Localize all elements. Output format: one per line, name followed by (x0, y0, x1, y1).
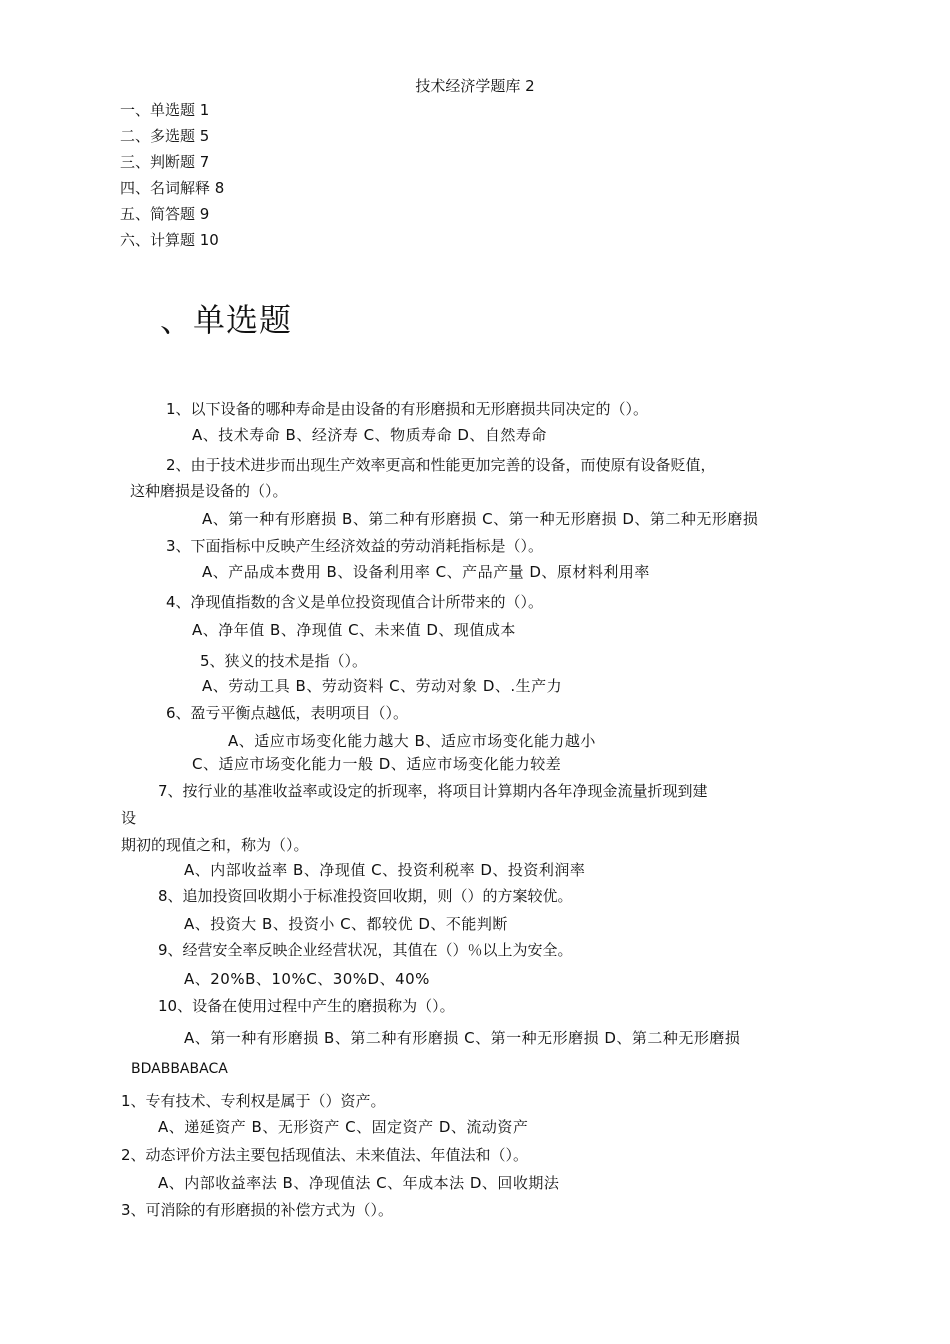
answer-key: BDABBABACA (131, 1061, 228, 1077)
question-line: 1、专有技术、专利权是属于（）资产。 (121, 1092, 386, 1110)
question-line: 10、设备在使用过程中产生的磨损称为（）。 (158, 997, 455, 1015)
question-line: 6、盈亏平衡点越低，表明项目（）。 (166, 704, 409, 722)
toc-item[interactable]: 五、简答题 9 (120, 205, 210, 223)
answer-options: A、递延资产 B、无形资产 C、固定资产 D、流动资产 (158, 1118, 529, 1136)
question-line: 3、下面指标中反映产生经济效益的劳动消耗指标是（）。 (166, 537, 544, 555)
question-line: 7、按行业的基准收益率或设定的折现率，将项目计算期内各年净现金流量折现到建 (158, 782, 708, 800)
answer-options: A、第一种有形磨损 B、第二种有形磨损 C、第一种无形磨损 D、第二种无形磨损 (184, 1029, 741, 1047)
toc-item[interactable]: 一、单选题 1 (120, 101, 210, 119)
section-heading: 、单选题 (160, 301, 293, 339)
document-title: 技术经济学题库 2 (415, 77, 535, 95)
question-line: 2、动态评价方法主要包括现值法、未来值法、年值法和（）。 (121, 1146, 529, 1164)
question-line: 3、可消除的有形磨损的补偿方式为（）。 (121, 1201, 394, 1219)
question-line: 4、净现值指数的含义是单位投资现值合计所带来的（）。 (166, 593, 544, 611)
question-line: 设 (121, 809, 137, 827)
answer-options: A、第一种有形磨损 B、第二种有形磨损 C、第一种无形磨损 D、第二种无形磨损 (202, 510, 759, 528)
toc-item[interactable]: 六、计算题 10 (120, 231, 219, 249)
toc-item[interactable]: 四、名词解释 8 (120, 179, 225, 197)
answer-options: A、产品成本费用 B、设备利用率 C、产品产量 D、原材料利用率 (202, 563, 650, 581)
question-line: 这种磨损是设备的（）。 (130, 482, 288, 500)
toc-item[interactable]: 二、多选题 5 (120, 127, 210, 145)
answer-options: A、内部收益率法 B、净现值法 C、年成本法 D、回收期法 (158, 1174, 560, 1192)
answer-options: A、投资大 B、投资小 C、都较优 D、不能判断 (184, 915, 508, 933)
question-line: 5、狭义的技术是指（）。 (200, 652, 368, 670)
answer-options: A、净年值 B、净现值 C、未来值 D、现值成本 (192, 621, 516, 639)
answer-options: C、适应市场变化能力一般 D、适应市场变化能力较差 (192, 755, 562, 773)
answer-options: A、内部收益率 B、净现值 C、投资利税率 D、投资利润率 (184, 861, 586, 879)
toc-item[interactable]: 三、判断题 7 (120, 153, 210, 171)
answer-options: A、20%B、10%C、30%D、40% (184, 970, 430, 988)
question-line: 9、经营安全率反映企业经营状况，其值在（）％以上为安全。 (158, 941, 573, 959)
question-line: 期初的现值之和，称为（）。 (121, 836, 309, 854)
question-line: 1、以下设备的哪种寿命是由设备的有形磨损和无形磨损共同决定的（）。 (166, 400, 649, 418)
question-line: 2、由于技术进步而出现生产效率更高和性能更加完善的设备，而使原有设备贬值， (166, 456, 716, 474)
answer-options: A、技术寿命 B、经济寿 C、物质寿命 D、自然寿命 (192, 426, 547, 444)
answer-options: A、适应市场变化能力越大 B、适应市场变化能力越小 (228, 732, 596, 750)
answer-options: A、劳动工具 B、劳动资料 C、劳动对象 D、.生产力 (202, 677, 563, 695)
question-line: 8、追加投资回收期小于标准投资回收期，则（）的方案较优。 (158, 887, 573, 905)
